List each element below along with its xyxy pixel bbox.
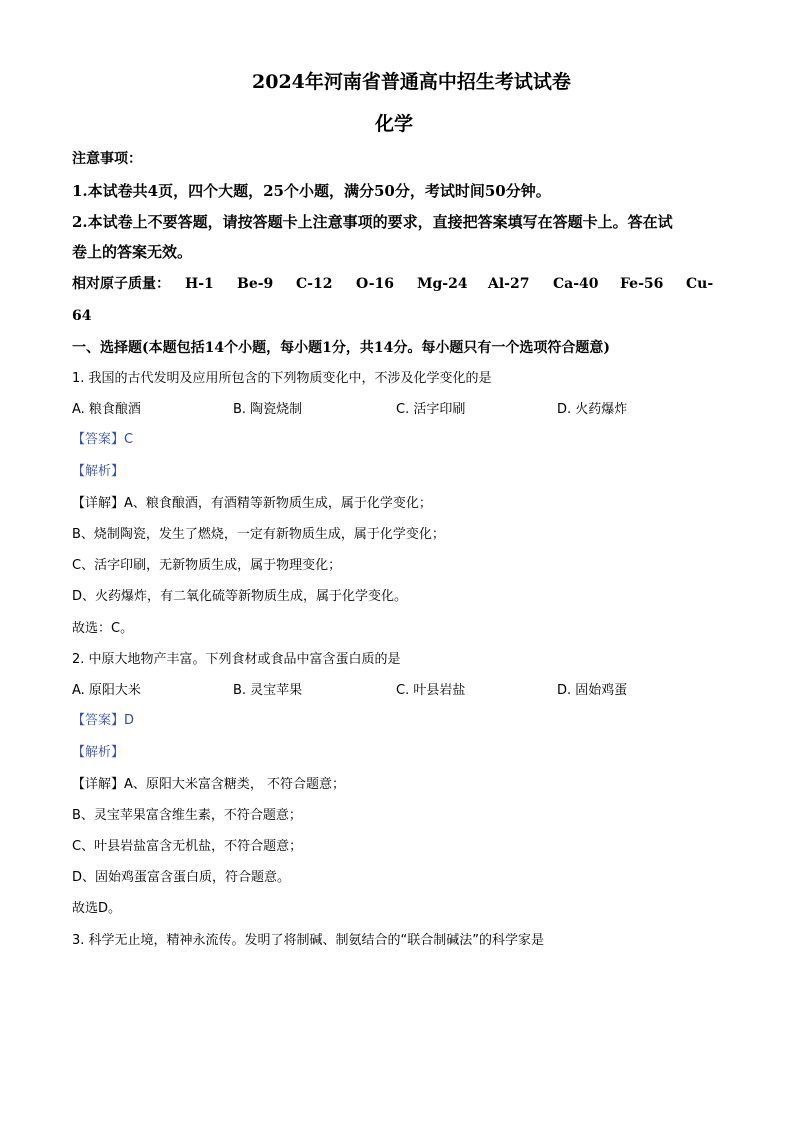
atomic-mass-o: O-16 <box>356 276 395 292</box>
question-2-detail-4: D、固始鸡蛋富含蛋白质，符合题意。 <box>72 870 291 885</box>
question-2-option-c: C. 叶县岩盐 <box>396 683 466 698</box>
question-2-detail-2: B、灵宝苹果富含维生素，不符合题意； <box>72 808 302 823</box>
question-2-detail-1: 【详解】A、原阳大米富含糖类， 不符合题意； <box>72 777 346 792</box>
question-1-conclusion: 故选：C。 <box>72 621 134 636</box>
question-1-analysis-label: 【解析】 <box>72 464 125 479</box>
question-1-option-b: B. 陶瓷烧制 <box>233 402 303 417</box>
question-2-analysis-label: 【解析】 <box>72 745 125 760</box>
question-2-answer: 【答案】D <box>72 713 135 728</box>
atomic-mass-cu: Cu- <box>686 276 714 292</box>
note-line-1: 1.本试卷共4页，四个大题，25个小题，满分50分，考试时间50分钟。 <box>72 182 551 200</box>
question-1-option-d: D. 火药爆炸 <box>557 402 628 417</box>
question-2-conclusion: 故选D。 <box>72 901 122 916</box>
note-line-2: 2.本试卷上不要答题，请按答题卡上注意事项的要求，直接把答案填写在答题卡上。答在试 <box>72 213 673 231</box>
question-3-stem: 3. 科学无止境，精神永流传。发明了将制碱、制氨结合的“联合制碱法”的科学家是 <box>72 933 545 948</box>
atomic-mass-label: 相对原子质量： <box>72 276 170 292</box>
atomic-mass-cu-wrap: 64 <box>72 308 92 324</box>
question-1-detail-2: B、烧制陶瓷，发生了燃烧，一定有新物质生成，属于化学变化； <box>72 527 445 542</box>
notes-heading: 注意事项： <box>72 151 142 167</box>
question-1-answer: 【答案】C <box>72 432 134 447</box>
note-line-3: 卷上的答案无效。 <box>72 243 193 261</box>
question-2-stem: 2. 中原大地物产丰富。下列食材或食品中富含蛋白质的是 <box>72 652 401 667</box>
atomic-mass-h: H-1 <box>185 276 214 292</box>
subject-heading: 化学 <box>375 113 414 135</box>
atomic-mass-mg: Mg-24 <box>417 276 468 292</box>
atomic-mass-c: C-12 <box>296 276 333 292</box>
question-1-detail-1: 【详解】A、粮食酿酒，有酒精等新物质生成，属于化学变化； <box>72 496 432 511</box>
atomic-mass-fe: Fe-56 <box>620 276 664 292</box>
question-2-detail-3: C、叶县岩盐富含无机盐，不符合题意； <box>72 839 303 854</box>
question-1-stem: 1. 我国的古代发明及应用所包含的下列物质变化中，不涉及化学变化的是 <box>72 371 492 386</box>
question-2-option-b: B. 灵宝苹果 <box>233 683 303 698</box>
page-title: 2024年河南省普通高中招生考试试卷 <box>252 71 571 93</box>
question-1-option-c: C. 活字印刷 <box>396 402 466 417</box>
question-2-option-d: D. 固始鸡蛋 <box>557 683 628 698</box>
question-2-option-a: A. 原阳大米 <box>72 683 141 698</box>
question-1-option-a: A. 粮食酿酒 <box>72 402 141 417</box>
section-heading: 一、选择题(本题包括14个小题，每小题1分，共14分。每小题只有一个选项符合题意) <box>72 340 610 356</box>
atomic-mass-al: Al-27 <box>488 276 530 292</box>
question-1-detail-3: C、活字印刷，无新物质生成，属于物理变化； <box>72 558 342 573</box>
atomic-mass-be: Be-9 <box>237 276 274 292</box>
question-1-detail-4: D、火药爆炸，有二氧化硫等新物质生成，属于化学变化。 <box>72 589 408 604</box>
atomic-mass-ca: Ca-40 <box>553 276 599 292</box>
